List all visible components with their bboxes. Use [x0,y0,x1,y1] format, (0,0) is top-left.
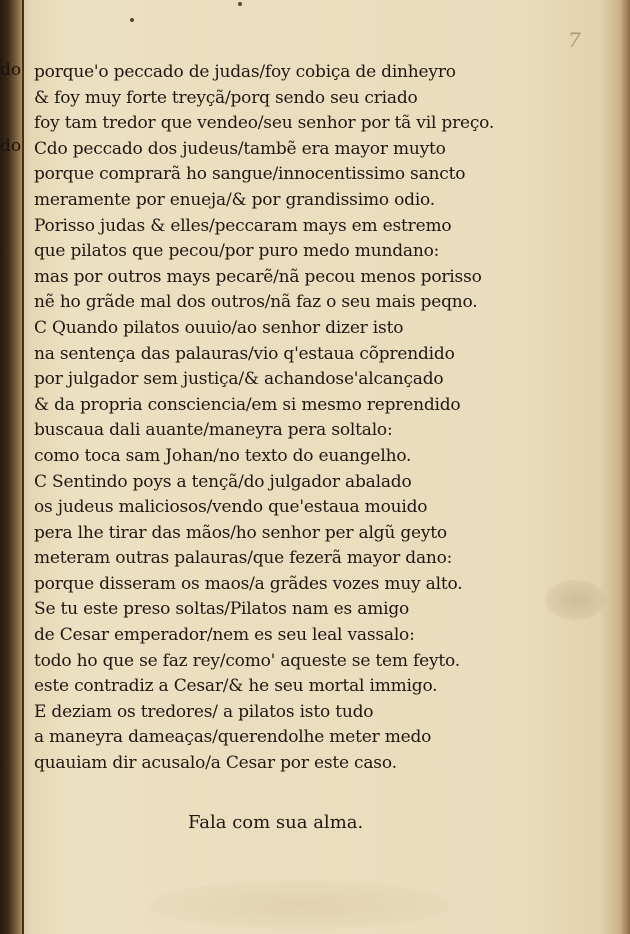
verse-line: mas por outros mays pecarẽ/nã pecou menos porisso [34,266,482,287]
verse-line: porque disseram os maos/a grãdes vozes muy alto. [34,573,463,594]
verse-line: foy tam tredor que vendeo/seu senhor por tã vil preço. [34,113,495,134]
ink-speck [238,2,242,6]
verse-line: na sentença das palauras/vio q'estaua cõprendido [34,343,455,364]
verse-line: de Cesar emperador/nem es seu leal vassalo: [34,625,415,646]
verse-line: E deziam os tredores/ a pilatos isto tudo [34,701,374,722]
verse-line: quauiam dir acusalo/a Cesar por este caso. [34,753,397,774]
verse-line: como toca sam Johan/no texto do euangelho. [34,445,412,466]
verse-line: C Sentindo poys a tençã/do julgador abalado [34,471,412,492]
verse-line: porque comprarã ho sangue/innocentissimo sancto [34,164,466,185]
section-heading: Fala com sua alma. [188,812,364,833]
paper-stain [545,580,605,620]
verse-line: por julgador sem justiça/& achandose'alcançado [34,369,444,390]
spine-shadow [22,0,24,934]
verse-line: Cdo peccado dos judeus/tambẽ era mayor muyto [34,138,446,159]
verse-line: pera lhe tirar das mãos/ho senhor per algũ geyto [34,522,447,543]
page-number-mark: 7 [568,28,581,52]
verse-line: Porisso judas & elles/peccaram mays em estremo [34,215,452,236]
verse-line: nẽ ho grãde mal dos outros/nã faz o seu mais peqno. [34,292,478,313]
verse-line: & foy muy forte treyçã/porq sendo seu criado [34,87,418,108]
verse-line: meramente por enueja/& por grandissimo odio. [34,189,436,210]
verse-text-block [34,60,554,777]
verse-line: C Quando pilatos ouuio/ao senhor dizer isto [34,317,404,338]
verse-line: este contradiz a Cesar/& he seu mortal immigo. [34,676,438,697]
verse-line: & da propria consciencia/em si mesmo reprendido [34,394,461,415]
verse-line: que pilatos que pecou/por puro medo mundano: [34,241,440,262]
verse-line: porque'o peccado de judas/foy cobiça de dinheyro [34,62,456,82]
verse-line: a maneyra dameaças/querendolhe meter medo [34,727,432,748]
verse-line: os judeus maliciosos/vendo que'estaua mouido [34,497,428,518]
previous-page-fragment: do [0,60,22,80]
paper-stain [150,880,450,930]
previous-page-fragment: do [0,136,22,156]
verse-line: todo ho que se faz rey/como' aqueste se tem feyto. [34,650,460,671]
previous-page-edge [0,0,22,934]
verse-line: buscaua dali auante/maneyra pera soltalo: [34,420,393,441]
verse-line: meteram outras palauras/que fezerã mayor dano: [34,548,453,569]
verse-line: Se tu este preso soltas/Pilatos nam es amigo [34,599,410,620]
ink-speck [130,18,134,22]
